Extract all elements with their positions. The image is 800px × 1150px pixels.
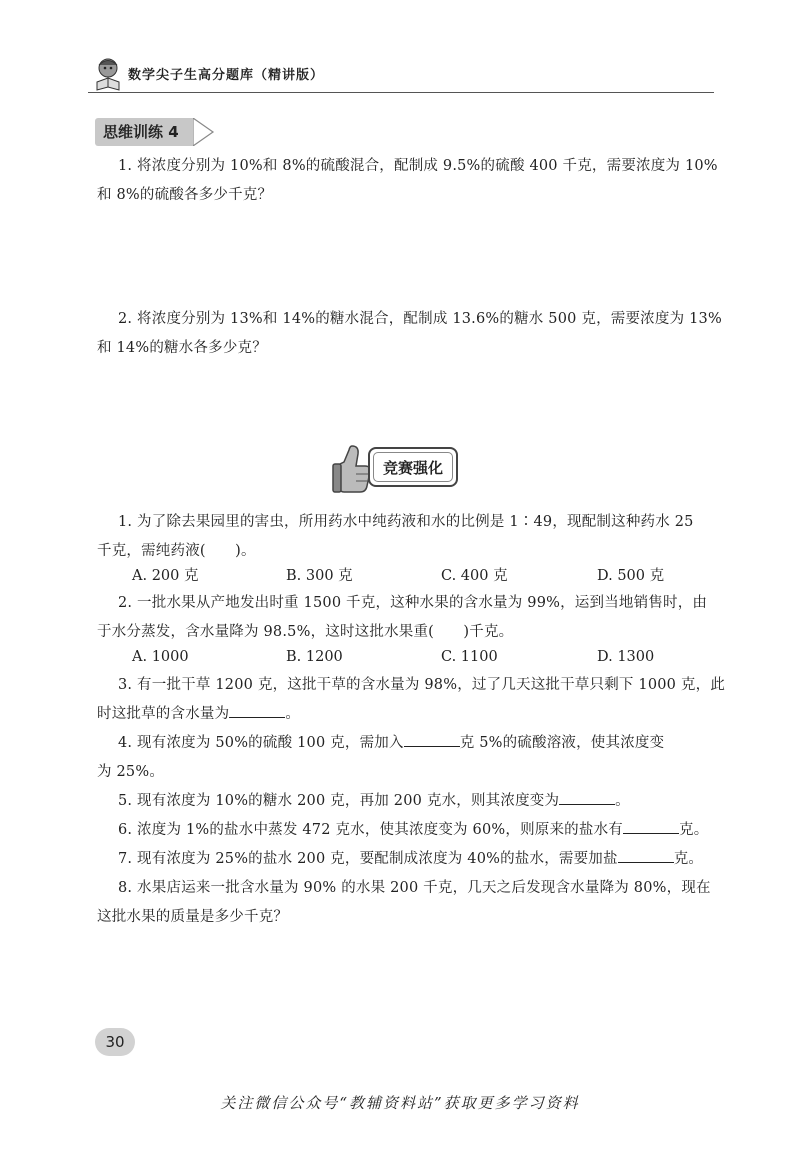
answer-blank[interactable] <box>618 848 674 863</box>
answer-blank[interactable] <box>404 732 460 747</box>
c-q3-line2-end: 。 <box>285 706 301 722</box>
c-q2-option-b: B. 1200 <box>286 649 343 665</box>
section-tag-thinking-training: 思维训练 4 <box>95 118 193 146</box>
header-divider <box>88 92 714 93</box>
c-q3-line2-text: 时这批草的含水量为 <box>97 706 230 722</box>
c-q2-line1: 2. 一批水果从产地发出时重 1500 千克，这种水果的含水量为 99%，运到当地销售时，由 <box>118 595 708 611</box>
c-q1-option-c: C. 400 克 <box>441 568 508 584</box>
s1-q2-line1: 2. 将浓度分别为 13%和 14%的糖水混合，配制成 13.6%的糖水 500 克，需要浓度为 13% <box>118 311 722 327</box>
s1-q1-line1: 1. 将浓度分别为 10%和 8%的硫酸混合，配制成 9.5%的硫酸 400 千克，需要浓度为 10% <box>118 158 718 174</box>
c-q2-option-a: A. 1000 <box>132 649 189 665</box>
answer-blank[interactable] <box>229 703 285 718</box>
c-q4-line1-end: 克 5%的硫酸溶液，使其浓度变 <box>459 735 665 751</box>
c-q6 <box>118 816 708 845</box>
footer-promo-text: 关注微信公众号“教辅资料站”获取更多学习资料 <box>220 1094 580 1112</box>
c-q7-end: 克。 <box>673 851 704 867</box>
c-q3-line2 <box>97 700 300 729</box>
student-reading-icon <box>93 56 123 94</box>
c-q6-text: 6. 浓度为 1%的盐水中蒸发 472 克水，使其浓度变为 60%，则原来的盐水有 <box>118 822 623 838</box>
c-q7-text: 7. 现有浓度为 25%的盐水 200 克，要配制成浓度为 40%的盐水，需要加盐 <box>118 851 618 867</box>
competition-banner-label: 竞赛强化 <box>373 452 453 482</box>
c-q5-text: 5. 现有浓度为 10%的糖水 200 克，再加 200 克水，则其浓度变为 <box>118 793 560 809</box>
c-q8-line1: 8. 水果店运来一批含水量为 90% 的水果 200 千克，几天之后发现含水量降为 80%，现在 <box>118 880 711 896</box>
c-q1-option-a: A. 200 克 <box>132 568 199 584</box>
c-q1-option-b: B. 300 克 <box>286 568 353 584</box>
c-q6-end: 克。 <box>679 822 709 838</box>
tag-arrow-icon <box>193 118 215 146</box>
c-q2-option-d: D. 1300 <box>597 649 655 665</box>
c-q3-line1: 3. 有一批干草 1200 克，这批干草的含水量为 98%，过了几天这批干草只剩下 1000 克，此 <box>118 677 726 693</box>
competition-banner <box>368 447 458 487</box>
c-q1-line2: 千克，需纯药液( )。 <box>97 543 256 559</box>
c-q5 <box>118 787 630 816</box>
c-q2-option-c: C. 1100 <box>441 649 498 665</box>
answer-blank[interactable] <box>559 790 615 805</box>
c-q5-end: 。 <box>615 793 630 809</box>
s1-q1-line2: 和 8%的硫酸各多少千克？ <box>97 187 273 203</box>
c-q7 <box>118 845 703 874</box>
c-q8-line2: 这批水果的质量是多少千克？ <box>97 909 289 925</box>
book-title: 数学尖子生高分题库（精讲版） <box>128 68 325 83</box>
s1-q2-line2: 和 14%的糖水各多少克？ <box>97 340 267 356</box>
c-q4-line1 <box>118 729 664 758</box>
c-q1-line1: 1. 为了除去果园里的害虫，所用药水中纯药液和水的比例是 1∶49，现配制这种药水 25 <box>118 514 694 530</box>
c-q4-line2: 为 25%。 <box>97 764 165 780</box>
c-q1-option-d: D. 500 克 <box>597 568 665 584</box>
answer-blank[interactable] <box>623 819 679 834</box>
c-q4-line1-text: 4. 现有浓度为 50%的硫酸 100 克，需加入 <box>118 735 404 751</box>
page-number: 30 <box>95 1028 135 1056</box>
c-q2-line2: 于水分蒸发，含水量降为 98.5%，这时这批水果重( )千克。 <box>97 624 514 640</box>
